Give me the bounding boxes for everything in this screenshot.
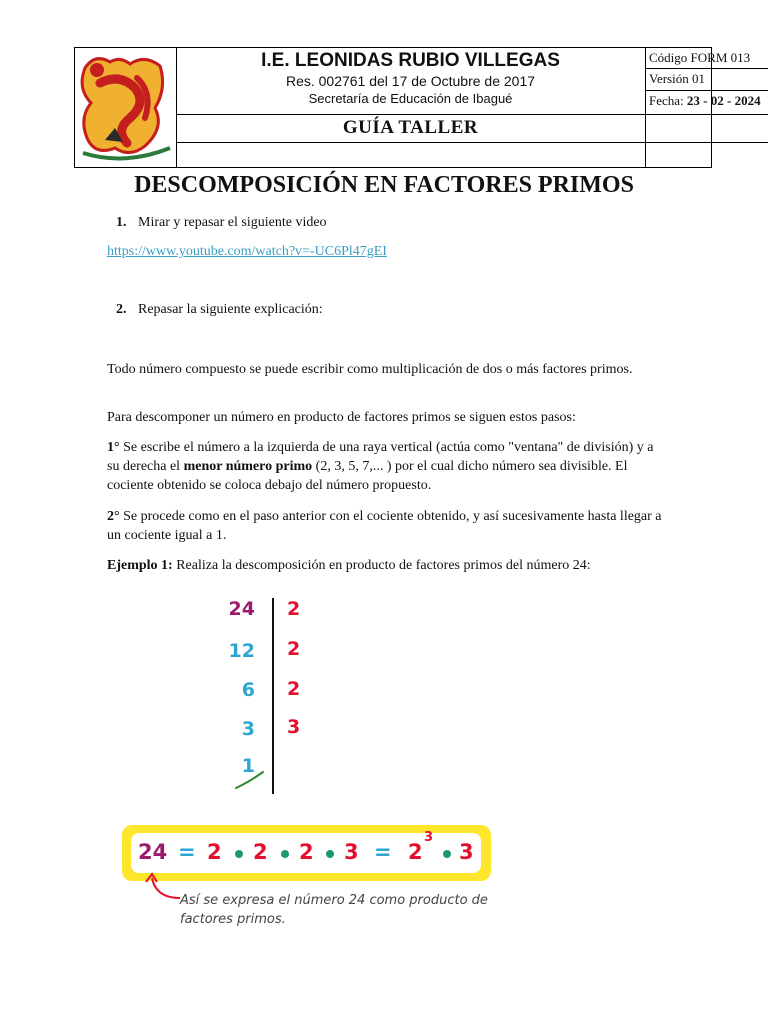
form-version: Versión 01	[649, 71, 705, 86]
dividend-24: 24	[228, 598, 255, 620]
form-date-value: 23 - 02 - 2024	[686, 93, 761, 108]
divisor-2: 2	[287, 638, 301, 660]
divisor-3: 2	[287, 678, 301, 700]
paragraph-step-1: 1° Se escribe el número a la izquierda de una raya vertical (actúa como "ventana" de división) y a su derecha el menor número primo (2, 3, 5, 7,... ) por el cual dicho número sea divisible. El cociente obtenido se coloca debajo del número propuesto.	[107, 440, 654, 493]
video-link-line	[107, 242, 387, 261]
multiply-dot	[326, 850, 334, 858]
paragraph-steps-intro: Para descomponer un número en producto de factores primos se siguen estos pasos:	[107, 410, 576, 425]
document-title: DESCOMPOSICIÓN EN FACTORES PRIMOS	[134, 172, 634, 198]
dividend-3: 3	[241, 718, 255, 740]
multiply-dot	[281, 850, 289, 858]
video-link[interactable]: https://www.youtube.com/watch?v=-UC6Pl47gEI	[107, 244, 387, 259]
resolution-line: Res. 002761 del 17 de Octubre de 2017	[285, 73, 536, 89]
equation-lhs: 24	[138, 840, 168, 864]
factor-1: 2	[207, 840, 222, 864]
header-meta	[645, 48, 761, 167]
equation-caption: Así se expresa el número 24 como producto de factores primos.	[180, 893, 488, 927]
division-bar	[272, 598, 274, 794]
step-2: 2. Repasar la siguiente explicación:	[116, 302, 323, 317]
header-center	[176, 48, 646, 167]
divisor-1: 2	[287, 598, 301, 620]
dividend-12: 12	[228, 640, 255, 662]
factor-3: 2	[299, 840, 314, 864]
multiply-dot	[235, 850, 243, 858]
arrow-up-icon	[140, 872, 184, 902]
factor-2: 2	[253, 840, 268, 864]
check-mark-icon	[233, 770, 267, 792]
equals-sign-2: =	[374, 840, 392, 864]
factor-4: 3	[344, 840, 359, 864]
paragraph-step-2: 2° Se procede como en el paso anterior con el cociente obtenido, y así sucesivamente hasta llegar a un cociente igual a 1.	[107, 509, 662, 543]
step-1: 1. Mirar y repasar el siguiente video	[116, 215, 327, 230]
school-crest-icon	[75, 48, 176, 167]
dividend-6: 6	[241, 679, 255, 701]
institution-name: I.E. LEONIDAS RUBIO VILLEGAS	[261, 50, 560, 71]
school-logo	[75, 48, 177, 167]
dividend-1: 1	[241, 755, 255, 777]
guide-title: GUÍA TALLER	[342, 117, 479, 138]
last-factor: 3	[459, 840, 474, 864]
paragraph-composite: Todo número compuesto se puede escribir como multiplicación de dos o más factores primos.	[107, 362, 633, 377]
form-date: Fecha: 23 - 02 - 2024	[649, 93, 761, 108]
power-exponent: 3	[424, 830, 434, 845]
divisor-4: 3	[287, 716, 301, 738]
form-code: Código FORM 013	[649, 50, 751, 65]
document-header	[74, 47, 761, 168]
example-line: Ejemplo 1: Realiza la descomposición en producto de factores primos del número 24:	[107, 558, 591, 573]
factor-decomposition-diagram	[215, 592, 335, 802]
equals-sign-1: =	[178, 840, 196, 864]
power-base: 2	[408, 840, 423, 864]
multiply-dot	[443, 850, 451, 858]
secretariat-line: Secretaría de Educación de Ibagué	[308, 91, 513, 106]
